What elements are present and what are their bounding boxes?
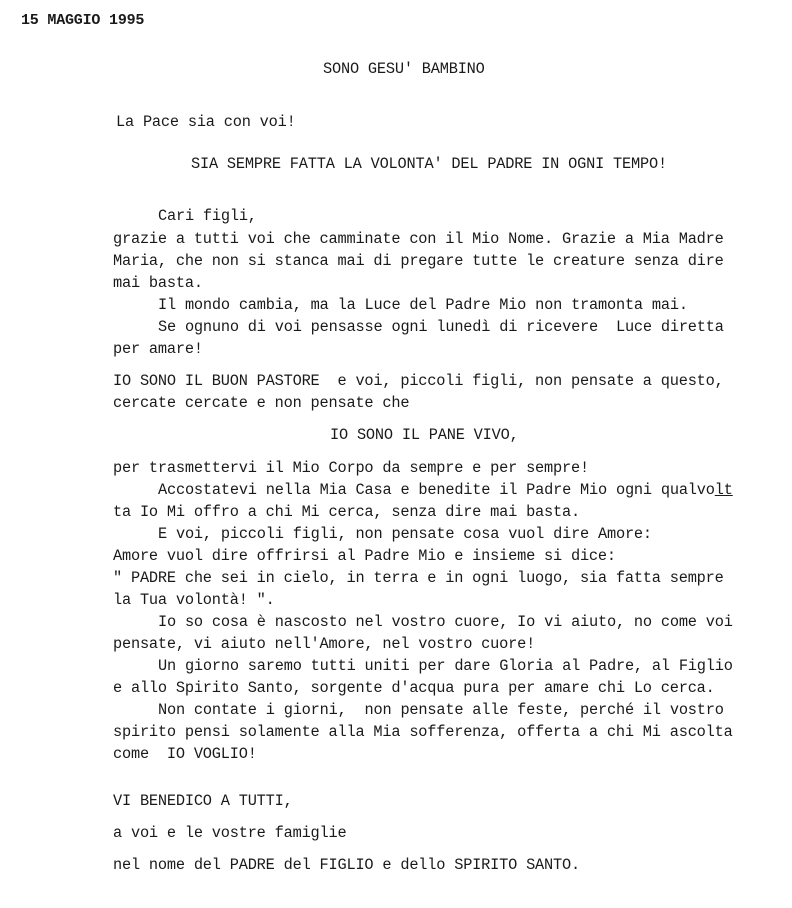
- body-line: Amore vuol dire offrirsi al Padre Mio e insieme si dice:: [113, 547, 616, 565]
- body-line: Maria, che non si stanca mai di pregare tutte le creature senza dire: [113, 252, 724, 270]
- body-line: per amare!: [113, 340, 203, 358]
- body-line: grazie a tutti voi che camminate con il Mio Nome. Grazie a Mia Madre: [113, 230, 724, 248]
- body-line: IO SONO IL PANE VIVO,: [330, 426, 519, 444]
- closing-blessing: VI BENEDICO A TUTTI,: [113, 792, 293, 810]
- body-line: [158, 479, 733, 501]
- motto: SIA SEMPRE FATTA LA VOLONTA' DEL PADRE IN OGNI TEMPO!: [191, 155, 667, 173]
- body-line: spirito pensi solamente alla Mia sofferenza, offerta a chi Mi ascolta: [113, 723, 733, 741]
- body-line: la Tua volontà! ".: [113, 591, 275, 609]
- body-line: pensate, vi aiuto nell'Amore, nel vostro cuore!: [113, 635, 536, 653]
- body-line: Un giorno saremo tutti uniti per dare Gloria al Padre, al Figlio: [158, 657, 733, 675]
- body-line: IO SONO IL BUON PASTORE e voi, piccoli figli, non pensate a questo,: [113, 372, 724, 390]
- body-line: e allo Spirito Santo, sorgente d'acqua pura per amare chi Lo cerca.: [113, 679, 715, 697]
- closing-trinity: nel nome del PADRE del FIGLIO e dello SPIRITO SANTO.: [113, 856, 580, 874]
- body-line: Il mondo cambia, ma la Luce del Padre Mio non tramonta mai.: [158, 296, 688, 314]
- body-line: per trasmettervi il Mio Corpo da sempre e per sempre!: [113, 459, 589, 477]
- body-line: Non contate i giorni, non pensate alle feste, perché il vostro: [158, 701, 724, 719]
- salutation: Cari figli,: [158, 207, 257, 225]
- page-title: SONO GESU' BAMBINO: [323, 60, 485, 78]
- body-line: come IO VOGLIO!: [113, 745, 257, 763]
- body-line: Se ognuno di voi pensasse ogni lunedì di ricevere Luce diretta: [158, 318, 724, 336]
- body-line: cercate cercate e non pensate che: [113, 394, 410, 412]
- body-line: mai basta.: [113, 274, 203, 292]
- date: 15 MAGGIO 1995: [21, 12, 145, 29]
- body-line: Io so cosa è nascosto nel vostro cuore, Io vi aiuto, no come voi: [158, 613, 733, 631]
- body-line-part: Accostatevi nella Mia Casa e benedite il Padre Mio ogni qualvo: [158, 481, 715, 499]
- body-line: E voi, piccoli figli, non pensate cosa vuol dire Amore:: [158, 525, 652, 543]
- body-line: " PADRE che sei in cielo, in terra e in ogni luogo, sia fatta sempre: [113, 569, 724, 587]
- underlined-fragment: lt: [714, 481, 733, 499]
- closing-families: a voi e le vostre famiglie: [113, 824, 347, 842]
- greeting: La Pace sia con voi!: [116, 113, 296, 131]
- body-line: ta Io Mi offro a chi Mi cerca, senza dire mai basta.: [113, 503, 580, 521]
